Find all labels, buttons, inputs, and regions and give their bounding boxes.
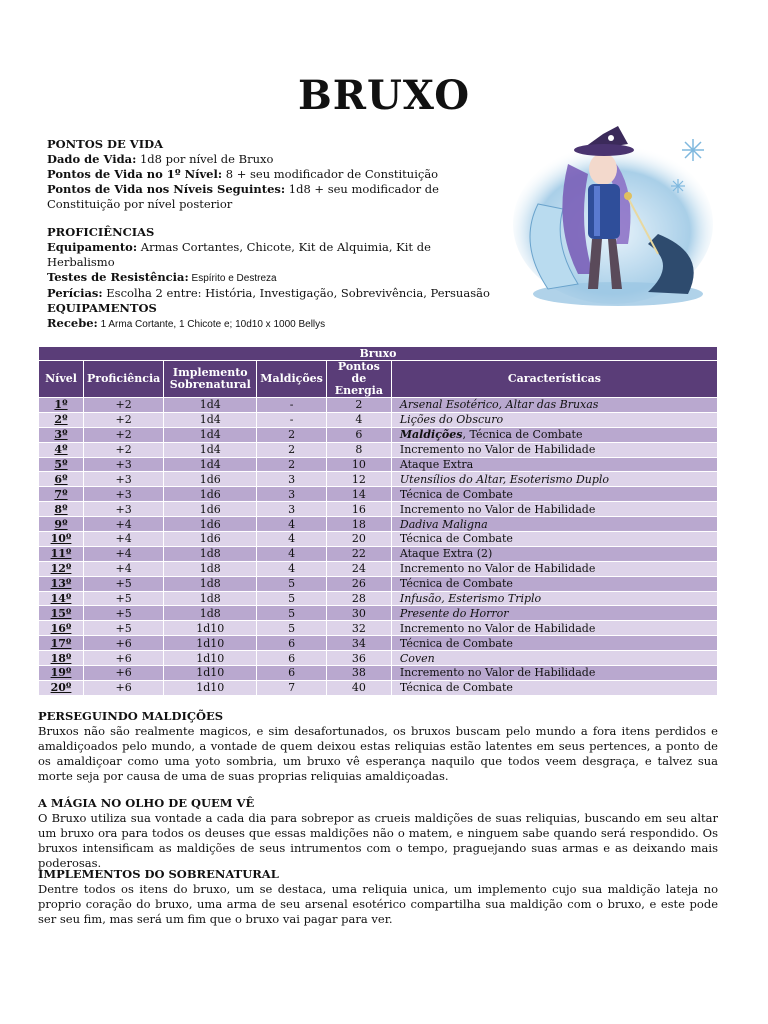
implement-cell: 1d6 xyxy=(164,472,257,487)
proficiency-cell: +5 xyxy=(84,621,164,636)
equipment-heading: EQUIPAMENTOS xyxy=(47,301,157,315)
section-heading: PERSEGUINDO MALDIÇÕES xyxy=(38,709,224,723)
table-row xyxy=(39,398,718,413)
face xyxy=(589,153,617,185)
proficiency-cell: +6 xyxy=(84,666,164,681)
proficiency-cell: +4 xyxy=(84,517,164,532)
feature-text: Infusão, Esterismo Triplo xyxy=(399,592,542,606)
features-cell xyxy=(391,621,717,636)
features-cell xyxy=(391,442,717,457)
feature-text: Incremento no Valor de Habilidade xyxy=(399,562,596,576)
features-cell xyxy=(391,532,717,547)
energy-cell: 16 xyxy=(326,502,391,517)
feature-text: Técnica de Combate xyxy=(399,636,513,650)
curses-cell: 5 xyxy=(257,621,327,636)
features-cell xyxy=(391,636,717,651)
proficiency-cell: +3 xyxy=(84,487,164,502)
implement-cell: 1d4 xyxy=(164,412,257,427)
implement-cell: 1d4 xyxy=(164,442,257,457)
proficiency-cell: +5 xyxy=(84,576,164,591)
curses-cell: 3 xyxy=(257,502,327,517)
col-header-features: Características xyxy=(391,361,717,398)
implement-cell: 1d10 xyxy=(164,621,257,636)
proficiency-cell: +5 xyxy=(84,591,164,606)
energy-cell: 12 xyxy=(326,472,391,487)
feature-text: Técnica de Combate xyxy=(399,487,513,501)
proficiency-cell: +2 xyxy=(84,398,164,413)
curses-cell: 6 xyxy=(257,651,327,666)
hit-die-value: 1d8 por nível de Bruxo xyxy=(136,152,274,166)
table-row xyxy=(39,472,718,487)
features-cell xyxy=(391,576,717,591)
feature-text: Dadiva Maligna xyxy=(399,517,488,531)
level-cell: 1º xyxy=(39,398,84,413)
features-cell xyxy=(391,606,717,621)
hit-die-label: Dado de Vida: xyxy=(47,152,137,166)
hit-points-heading: PONTOS DE VIDA xyxy=(47,137,163,151)
first-level-hp-line xyxy=(47,167,487,182)
later-levels-hp-line xyxy=(47,182,487,212)
implement-cell: 1d10 xyxy=(164,666,257,681)
features-cell xyxy=(391,412,717,427)
feature-text: Coven xyxy=(399,651,435,665)
curses-cell: 5 xyxy=(257,591,327,606)
table-row xyxy=(39,487,718,502)
level-cell: 20º xyxy=(39,680,84,695)
level-cell: 17º xyxy=(39,636,84,651)
feature-text: Incremento no Valor de Habilidade xyxy=(399,502,596,516)
first-level-hp-label: Pontos de Vida no 1º Nível: xyxy=(47,167,223,181)
implement-cell: 1d6 xyxy=(164,532,257,547)
implement-cell: 1d4 xyxy=(164,457,257,472)
proficiency-cell: +6 xyxy=(84,680,164,695)
feature-text: Lições do Obscuro xyxy=(399,413,504,427)
curses-cell: 4 xyxy=(257,561,327,576)
energy-cell: 36 xyxy=(326,651,391,666)
witch-illustration xyxy=(508,124,718,309)
energy-cell: 20 xyxy=(326,532,391,547)
curses-cell: 2 xyxy=(257,427,327,442)
table-row xyxy=(39,651,718,666)
features-cell xyxy=(391,472,717,487)
proficiency-cell: +4 xyxy=(84,561,164,576)
receives-value: 1 Arma Cortante, 1 Chicote e; 10d10 x 1000 Bellys xyxy=(97,319,326,330)
section-text: O Bruxo utiliza sua vontade a cada dia para sobrepor as crueis maldições de suas reliquias, buscando em seu altar um bruxo ora para todos os deuses que essas maldições não o matem, e ninguem sabe quando será respondido. Os bruxos intensificam as maldições de seus intrumentos com o tempo, praguejando suas armas e as deixando mais poderosas. xyxy=(38,811,718,870)
curses-cell: 5 xyxy=(257,606,327,621)
curses-cell: 3 xyxy=(257,487,327,502)
energy-cell: 14 xyxy=(326,487,391,502)
features-cell xyxy=(391,591,717,606)
implement-cell: 1d4 xyxy=(164,398,257,413)
features-cell xyxy=(391,398,717,413)
energy-cell: 30 xyxy=(326,606,391,621)
curses-cell: 5 xyxy=(257,576,327,591)
feature-text: Incremento no Valor de Habilidade xyxy=(399,443,596,457)
proficiencies-heading: PROFICIÊNCIAS xyxy=(47,225,155,239)
table-row xyxy=(39,532,718,547)
energy-cell: 6 xyxy=(326,427,391,442)
curses-cell: 2 xyxy=(257,457,327,472)
implement-cell: 1d6 xyxy=(164,487,257,502)
table-caption: Bruxo xyxy=(39,347,718,361)
level-cell: 14º xyxy=(39,591,84,606)
curses-cell: 4 xyxy=(257,532,327,547)
curses-cell: 3 xyxy=(257,472,327,487)
level-cell: 18º xyxy=(39,651,84,666)
implement-cell: 1d8 xyxy=(164,561,257,576)
energy-cell: 4 xyxy=(326,412,391,427)
table-row xyxy=(39,591,718,606)
feature-text: Maldições xyxy=(399,428,463,442)
energy-cell: 32 xyxy=(326,621,391,636)
feature-text: Técnica de Combate xyxy=(399,577,513,591)
features-cell xyxy=(391,517,717,532)
level-cell: 5º xyxy=(39,457,84,472)
curses-cell: 2 xyxy=(257,442,327,457)
table-body xyxy=(39,398,718,696)
section-heading: A MÁGIA NO OLHO DE QUEM VÊ xyxy=(38,796,255,810)
later-levels-hp-label: Pontos de Vida nos Níveis Seguintes: xyxy=(47,182,286,196)
first-level-hp-value: 8 + seu modificador de Constituição xyxy=(222,167,439,181)
features-cell xyxy=(391,666,717,681)
saves-value: Espírito e Destreza xyxy=(188,273,277,284)
table-row xyxy=(39,502,718,517)
snowflake-small-icon xyxy=(671,179,685,193)
table-row xyxy=(39,606,718,621)
skills-value: Escolha 2 entre: História, Investigação, Sobrevivência, Persuasão xyxy=(102,286,490,300)
proficiency-cell: +6 xyxy=(84,636,164,651)
proficiency-cell: +4 xyxy=(84,546,164,561)
class-table xyxy=(38,346,718,696)
level-cell: 19º xyxy=(39,666,84,681)
features-cell xyxy=(391,546,717,561)
equipment-prof-label: Equipamento: xyxy=(47,240,138,254)
curses-cell: 7 xyxy=(257,680,327,695)
energy-cell: 28 xyxy=(326,591,391,606)
features-cell xyxy=(391,502,717,517)
energy-cell: 10 xyxy=(326,457,391,472)
table-row xyxy=(39,546,718,561)
level-cell: 3º xyxy=(39,427,84,442)
implement-cell: 1d10 xyxy=(164,636,257,651)
features-cell xyxy=(391,457,717,472)
proficiency-cell: +3 xyxy=(84,472,164,487)
level-cell: 2º xyxy=(39,412,84,427)
table-row xyxy=(39,561,718,576)
features-cell xyxy=(391,427,717,442)
implement-cell: 1d6 xyxy=(164,517,257,532)
table-row xyxy=(39,517,718,532)
level-cell: 13º xyxy=(39,576,84,591)
page-title: BRUXO xyxy=(297,72,471,119)
implement-cell: 1d8 xyxy=(164,546,257,561)
feature-text: Utensílios do Altar, Esoterismo Duplo xyxy=(399,472,610,486)
receives-line xyxy=(47,316,497,332)
section-persecuting-curses xyxy=(38,709,718,784)
equipment-prof-value: Armas Cortantes, Chicote, Kit de Alquimia, Kit de Herbalismo xyxy=(47,240,431,269)
level-cell: 9º xyxy=(39,517,84,532)
feature-text: Presente do Horror xyxy=(399,606,509,620)
proficiency-cell: +2 xyxy=(84,427,164,442)
implement-cell: 1d10 xyxy=(164,680,257,695)
level-cell: 16º xyxy=(39,621,84,636)
saves-line xyxy=(47,270,497,286)
col-header-energy: Pontos de Energia xyxy=(326,361,391,398)
section-heading: IMPLEMENTOS DO SOBRENATURAL xyxy=(38,867,279,881)
energy-cell: 34 xyxy=(326,636,391,651)
sword-guard xyxy=(624,192,632,200)
table-row xyxy=(39,636,718,651)
proficiency-cell: +3 xyxy=(84,457,164,472)
level-cell: 10º xyxy=(39,532,84,547)
table-row xyxy=(39,621,718,636)
coat xyxy=(588,184,620,239)
feature-text: Incremento no Valor de Habilidade xyxy=(399,621,596,635)
feature-text: Técnica de Combate xyxy=(399,681,513,695)
table-row xyxy=(39,442,718,457)
curses-cell: 6 xyxy=(257,636,327,651)
table-row xyxy=(39,680,718,695)
curses-cell: - xyxy=(257,412,327,427)
snowflake-icon xyxy=(682,139,704,161)
feature-text: Incremento no Valor de Habilidade xyxy=(399,666,596,680)
hit-die-line xyxy=(47,152,487,167)
proficiency-cell: +6 xyxy=(84,651,164,666)
level-cell: 15º xyxy=(39,606,84,621)
table-row xyxy=(39,576,718,591)
section-supernatural-implements xyxy=(38,867,718,927)
energy-cell: 2 xyxy=(326,398,391,413)
proficiencies-section xyxy=(47,225,497,301)
features-cell xyxy=(391,561,717,576)
proficiency-cell: +2 xyxy=(84,412,164,427)
proficiency-cell: +5 xyxy=(84,606,164,621)
hit-points-section xyxy=(47,137,487,212)
table-row xyxy=(39,412,718,427)
receives-label: Recebe: xyxy=(47,316,98,330)
hat-brim xyxy=(574,144,634,156)
implement-cell: 1d4 xyxy=(164,427,257,442)
energy-cell: 40 xyxy=(326,680,391,695)
implement-cell: 1d8 xyxy=(164,591,257,606)
section-text: Dentre todos os itens do bruxo, um se destaca, uma reliquia unica, um implemento cujo sua maldição lateja no proprio coração do bruxo, uma arma de seu arsenal esotérico compartilha sua maldição com o bruxo, e este pode ser seu fim, mas será um fim que o bruxo vai pagar para ver. xyxy=(38,882,718,926)
col-header-implement: Implemento Sobrenatural xyxy=(164,361,257,398)
energy-cell: 26 xyxy=(326,576,391,591)
energy-cell: 22 xyxy=(326,546,391,561)
implement-cell: 1d10 xyxy=(164,651,257,666)
energy-cell: 24 xyxy=(326,561,391,576)
proficiency-cell: +3 xyxy=(84,502,164,517)
feature-text: Ataque Extra xyxy=(399,458,474,471)
col-header-level: Nível xyxy=(39,361,84,398)
hat-skull-emblem xyxy=(608,135,614,141)
feature-text: Técnica de Combate xyxy=(399,532,513,546)
level-cell: 4º xyxy=(39,442,84,457)
saves-label: Testes de Resistência: xyxy=(47,270,189,284)
feature-text: Ataque Extra (2) xyxy=(399,547,493,561)
skills-label: Perícias: xyxy=(47,286,103,300)
table-row xyxy=(39,457,718,472)
level-cell: 8º xyxy=(39,502,84,517)
features-cell xyxy=(391,680,717,695)
level-cell: 6º xyxy=(39,472,84,487)
section-text: Bruxos não são realmente magicos, e sim desafortunados, os bruxos buscam pelo mundo a fora itens perdidos e amaldiçoados pelo mundo, a vontade de quem deixou estas reliquias estão latentes em seus pertences, a ponto de os amaldiçoar como uma yoto sombria, um bruxo vê esperança naquilo que todos veem desgraça, e talvez sua morte seja por causa de uma de suas proprias reliquias amaldiçoadas. xyxy=(38,724,718,783)
proficiency-cell: +4 xyxy=(84,532,164,547)
section-magic-eye xyxy=(38,796,718,871)
implement-cell: 1d8 xyxy=(164,606,257,621)
later-levels-hp-value: 1d8 + seu modificador de Constituição por nível posterior xyxy=(47,182,439,211)
proficiency-cell: +2 xyxy=(84,442,164,457)
level-cell: 12º xyxy=(39,561,84,576)
energy-cell: 8 xyxy=(326,442,391,457)
coat-trim xyxy=(594,186,600,236)
level-cell: 11º xyxy=(39,546,84,561)
feature-text: Arsenal Esotérico, Altar das Bruxas xyxy=(399,398,599,412)
table-row xyxy=(39,666,718,681)
col-header-curses: Maldições xyxy=(257,361,327,398)
implement-cell: 1d8 xyxy=(164,576,257,591)
skills-line xyxy=(47,286,497,301)
equipment-section xyxy=(47,301,497,332)
energy-cell: 18 xyxy=(326,517,391,532)
features-cell xyxy=(391,487,717,502)
feature-text: , Técnica de Combate xyxy=(462,428,583,442)
equipment-prof-line xyxy=(47,240,497,270)
col-header-proficiency: Proficiência xyxy=(84,361,164,398)
implement-cell: 1d6 xyxy=(164,502,257,517)
curses-cell: 6 xyxy=(257,666,327,681)
features-cell xyxy=(391,651,717,666)
curses-cell: - xyxy=(257,398,327,413)
level-cell: 7º xyxy=(39,487,84,502)
curses-cell: 4 xyxy=(257,546,327,561)
curses-cell: 4 xyxy=(257,517,327,532)
table-row xyxy=(39,427,718,442)
energy-cell: 38 xyxy=(326,666,391,681)
